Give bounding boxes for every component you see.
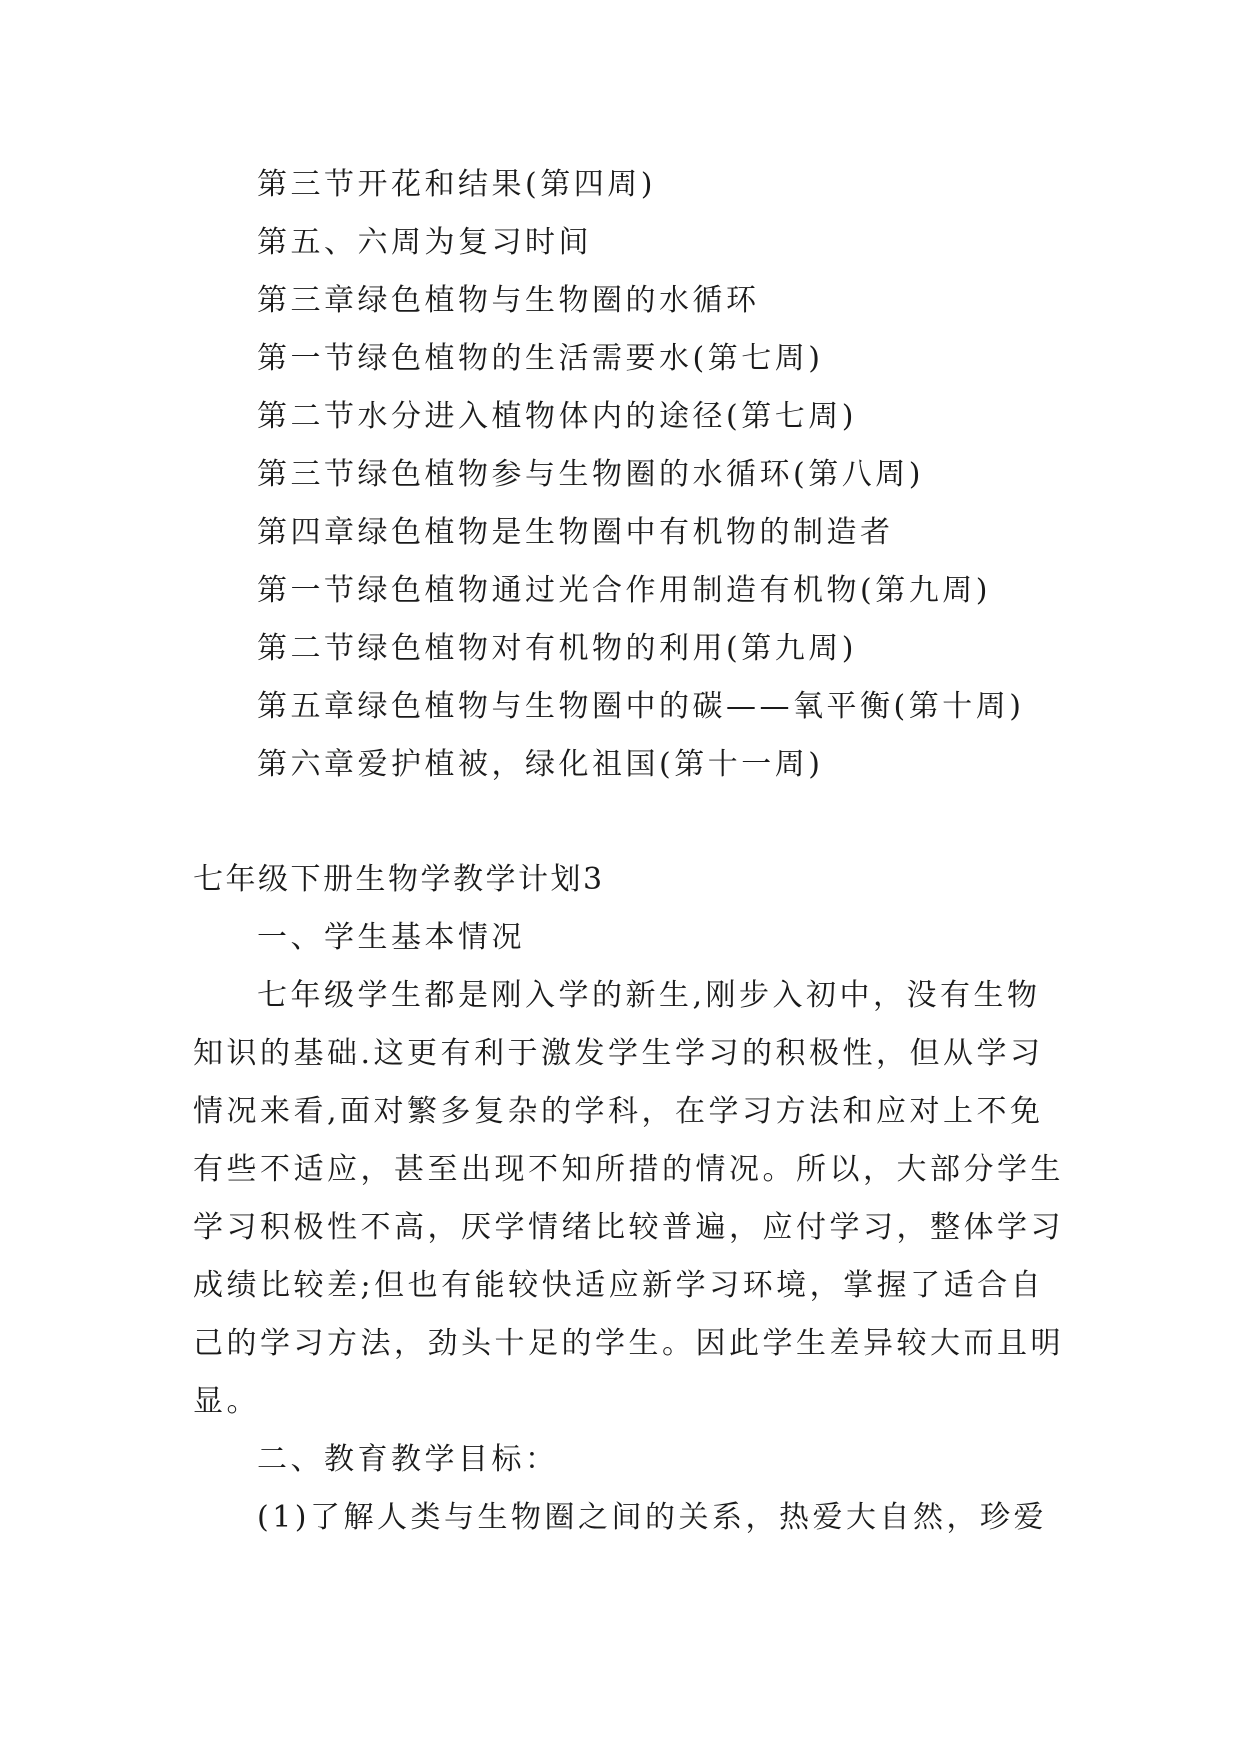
paragraph-line: 知识的基础.这更有利于激发学生学习的积极性，但从学习 (193, 1036, 1044, 1071)
outline-line: 第二节绿色植物对有机物的利用(第九周) (257, 631, 857, 666)
goal-line: (1)了解人类与生物圈之间的关系，热爱大自然，珍爱 (257, 1500, 1047, 1535)
heading-student-situation: 一、学生基本情况 (257, 920, 525, 955)
paragraph-line: 显。 (193, 1384, 260, 1419)
outline-line: 第三章绿色植物与生物圈的水循环 (257, 283, 760, 318)
paragraph-line: 学习积极性不高，厌学情绪比较普遍，应付学习，整体学习 (193, 1210, 1064, 1245)
outline-line: 第六章爱护植被，绿化祖国(第十一周) (257, 747, 824, 782)
outline-line: 第五、六周为复习时间 (257, 225, 592, 260)
outline-line: 第二节水分进入植物体内的途径(第七周) (257, 399, 857, 434)
outline-line: 第一节绿色植物通过光合作用制造有机物(第九周) (257, 573, 991, 608)
outline-line: 第三节绿色植物参与生物圈的水循环(第八周) (257, 457, 924, 492)
paragraph-line: 七年级学生都是刚入学的新生,刚步入初中，没有生物 (257, 978, 1041, 1013)
section-title: 七年级下册生物学教学计划3 (193, 862, 605, 897)
paragraph-line: 成绩比较差;但也有能较快适应新学习环境，掌握了适合自 (193, 1268, 1045, 1303)
paragraph-line: 己的学习方法，劲头十足的学生。因此学生差异较大而且明 (193, 1326, 1064, 1361)
outline-line: 第四章绿色植物是生物圈中有机物的制造者 (257, 515, 894, 550)
outline-line: 第一节绿色植物的生活需要水(第七周) (257, 341, 824, 376)
outline-line: 第三节开花和结果(第四周) (257, 167, 656, 202)
heading-teaching-goals: 二、教育教学目标： (257, 1442, 559, 1477)
paragraph-line: 有些不适应，甚至出现不知所措的情况。所以，大部分学生 (193, 1152, 1064, 1187)
outline-line: 第五章绿色植物与生物圈中的碳——氧平衡(第十周) (257, 689, 1025, 724)
paragraph-line: 情况来看,面对繁多复杂的学科，在学习方法和应对上不免 (193, 1094, 1044, 1129)
